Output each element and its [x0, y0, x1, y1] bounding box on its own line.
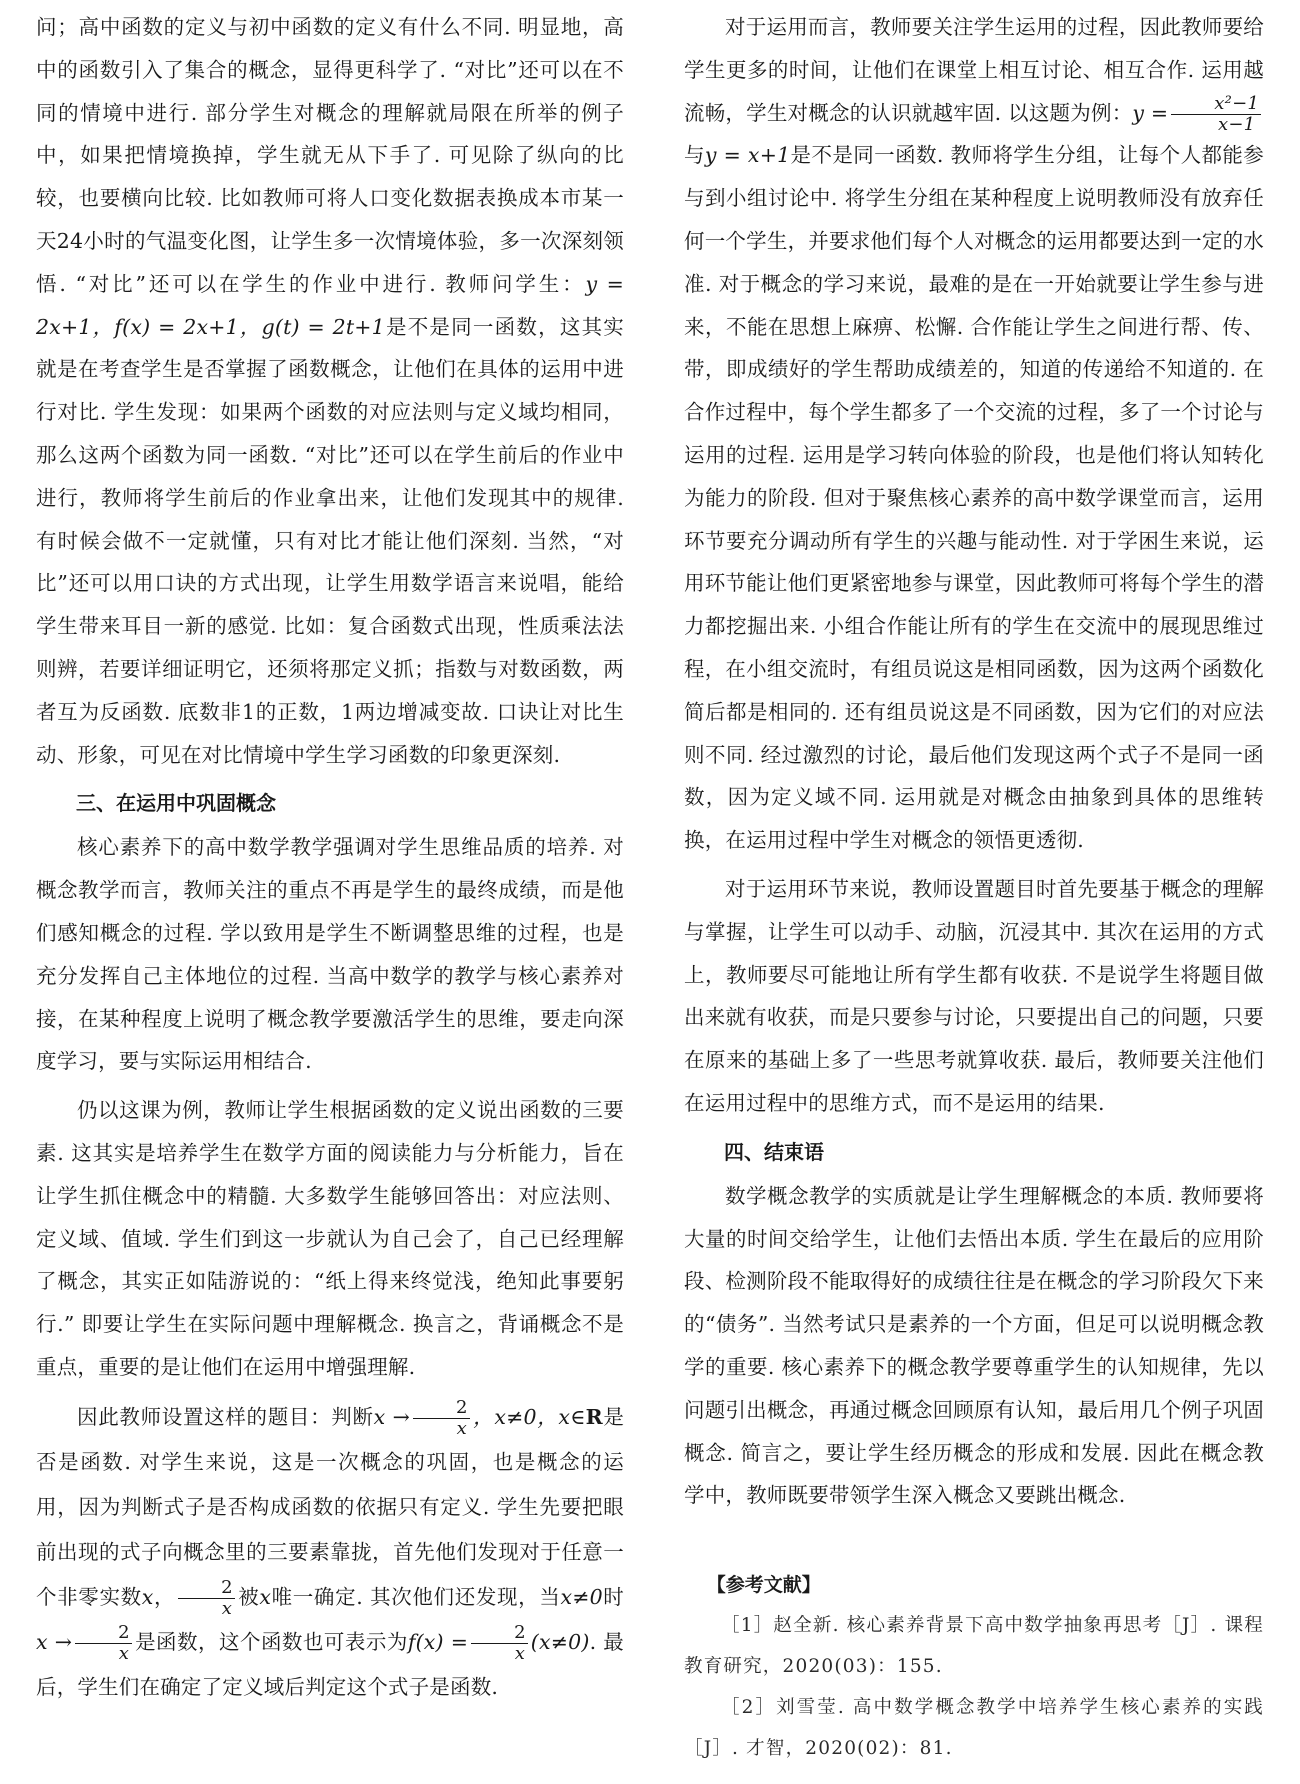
paragraph-text: 唯一确定. 其次他们还发现，当 — [271, 1584, 561, 1609]
paragraph-text: ， — [153, 1584, 176, 1609]
paragraph-text: 对于运用而言，教师要关注学生运用的过程，因此教师要给学生更多的时间，让他们在课堂上相互讨论、相互合作. 运用越流畅，学生对概念的认识就越牢固. 以这题为例： — [684, 15, 1264, 125]
math-expression: ，x≠0，x∈ — [472, 1404, 586, 1429]
math-expression: f(x) = — [407, 1629, 469, 1654]
fraction-numerator: x²−1 — [1171, 94, 1261, 115]
paragraph-text: 时 — [602, 1584, 625, 1609]
paragraph: 对于运用环节来说，教师设置题目时首先要基于概念的理解与掌握，让学生可以动手、动脑，沉浸其中. 其次在运用的方式上，教师要尽可能地让所有学生都有收获. 不是说学生将题目做出来就有收获，而是只要参与讨论，只要提出自己的问题，只要在原来的基础上多了一些思考就算收获. 最后，教师要关注他们在运用过程中的思维方式，而不是运用的结果. — [684, 876, 1264, 1115]
paragraph-text: 是否是函数. 对学生来说，这是一次概念的巩固，也是概念的运用，因为判断式子是否构成函数的依据只有定义. 学生先要把眼前出现的式子向概念里的三要素靠拢，首先他们发现对于任意一个非零实数 — [36, 1404, 625, 1609]
references-heading: 【参考文献】 — [706, 1574, 821, 1597]
fraction — [75, 1623, 132, 1664]
paragraph: 核心素养下的高中数学教学强调对学生思维品质的培养. 对概念教学而言，教师关注的重点不再是学生的最终成绩，而是他们感知概念的过程. 学以致用是学生不断调整思维的过程，也是充分发挥自己主体地位的过程. 当高中数学的教学与核心素养对接，在某种程度上说明了概念教学要激活学生的思维，要走向深度学习，要与实际运用相结合. — [36, 835, 624, 1074]
left-column — [36, 6, 624, 1716]
paragraph-text: 是不是同一函数. 教师将学生分组，让每个人都能参与到小组讨论中. 将学生分组在某种程度上说明教师没有放弃任何一个学生，并要求他们每个人对概念的运用都要达到一定的水准. 对于概念的学习来说，最难的是在一开始就要让学生参与进来，不能在思想上麻痹、松懈. 合作能让学生之间进行帮、传、带，即成绩好的学生帮助成绩差的，知道的传递给不知道的. 在合作过程中，每个学生都多了一个交流的过程，多了一个讨论与运用的过程. 运用是学习转向体验的阶段，也是他们将认知转化为能力的阶段. 但对于聚焦核心素养的高中数学课堂而言，运用环节要充分调动所有学生的兴趣与能动性. 对于学困生来说，运用环节能让他们更紧密地参与课堂，因此教师可将每个学生的潜力都挖掘出来. 小组合作能让所有的学生在交流中的展现思维过程，在小组交流时，有组员说这是相同函数，因为这两个函数化简后都是相同的. 还有组员说这是不同函数，因为它们的对应法则不同. 经过激烈的讨论，最后他们发现这两个式子不是同一函数，因为定义域不同. 运用就是对概念由抽象到具体的思维转换，在运用过程中学生对概念的领悟更透彻. — [684, 143, 1264, 853]
math-expression: x≠0 — [560, 1584, 603, 1609]
section-heading: 三、在运用中巩固概念 — [76, 791, 276, 816]
math-expression: x → — [36, 1629, 73, 1654]
fraction-denominator: x — [118, 1642, 130, 1664]
paragraph-text: 是函数，这个函数也可表示为 — [134, 1629, 408, 1654]
section-heading: 四、结束语 — [724, 1139, 824, 1164]
paragraph — [684, 6, 1264, 862]
fraction-denominator: x — [456, 1417, 468, 1439]
fraction-numerator: 2 — [471, 1623, 528, 1644]
fraction-numerator: 2 — [178, 1578, 235, 1599]
math-expression: y = x+1 — [704, 143, 791, 168]
paragraph-text: 是不是同一函数，这其实就是在考查学生是否掌握了函数概念，让他们在具体的运用中进行对比. 学生发现：如果两个函数的对应法则与定义域均相同，那么这两个函数为同一函数. “对比”还可以在学生前后的作业中进行，教师将学生前后的作业拿出来，让他们发现其中的规律. 有时候会做不一定就懂，只有对比才能让他们深刻. 当然，“对比”还可以用口诀的方式出现，让学生用数学语言来说唱，能给学生带来耳目一新的感觉. 比如：复合函数式出现，性质乘法法则辨，若要详细证明它，还须将那定义抓；指数与对数函数，两者互为反函数. 底数非1的正数，1两边增减变故. 口诀让对比生动、形象，可见在对比情境中学生学习函数的印象更深刻. — [36, 314, 624, 767]
paragraph — [36, 6, 624, 776]
math-expression: y = — [1132, 100, 1169, 125]
math-expression: x → — [373, 1404, 411, 1429]
paragraph: 仍以这课为例，教师让学生根据函数的定义说出函数的三要素. 这其实是培养学生在数学方面的阅读能力与分析能力，旨在让学生抓住概念中的精髓. 大多数学生能够回答出：对应法则、定义域、值域. 学生们到这一步就认为自己会了，自己已经理解了概念，其实正如陆游说的：“纸上得来终觉浅，绝知此事要躬行.” 即要让学生在实际问题中理解概念. 换言之，背诵概念不是重点，重要的是让他们在运用中增强理解. — [36, 1098, 624, 1379]
paragraph-text: . 最后，学生们在确定了定义域后判定这个式子是函数. — [36, 1629, 624, 1699]
reference-item: ［1］赵全新. 核心素养背景下高中数学抽象再思考［J］. 课程教育研究，2020(03)：155. — [684, 1615, 1264, 1678]
fraction-denominator: x — [514, 1642, 526, 1664]
fraction — [1171, 94, 1261, 135]
fraction — [413, 1398, 470, 1439]
math-symbol-reals: R — [585, 1404, 603, 1429]
math-expression: y = 2x+1，f(x) = 2x+1，g(t) = 2t+1 — [36, 271, 624, 339]
fraction — [178, 1578, 235, 1619]
fraction-numerator: 2 — [413, 1398, 470, 1419]
paragraph — [36, 1395, 624, 1710]
fraction-denominator: x−1 — [1218, 113, 1256, 135]
math-expression: (x≠0) — [530, 1629, 590, 1654]
math-expression: x — [259, 1584, 272, 1609]
fraction-numerator: 2 — [75, 1623, 132, 1644]
paragraph-text: 问；高中函数的定义与初中函数的定义有什么不同. 明显地，高中的函数引入了集合的概念，显得更科学了. “对比”还可以在不同的情境中进行. 部分学生对概念的理解就局限在所举的例子中，如果把情境换掉，学生就无从下手了. 可见除了纵向的比较，也要横向比较. 比如教师可将人口变化数据表换成本市某一天24小时的气温变化图，让学生多一次情境体验，多一次深刻领悟. “对比”还可以在学生的作业中进行. 教师问学生： — [36, 15, 624, 296]
fraction — [471, 1623, 528, 1664]
right-column — [684, 6, 1264, 1769]
math-expression: x — [141, 1584, 154, 1609]
paragraph-text: 因此教师设置这样的题目：判断 — [77, 1404, 374, 1429]
paragraph-text: 被 — [237, 1584, 260, 1609]
reference-item: ［2］刘雪莹. 高中数学概念教学中培养学生核心素养的实践［J］. 才智，2020(02)：81. — [684, 1697, 1264, 1760]
fraction-denominator: x — [221, 1597, 233, 1619]
paragraph: 数学概念教学的实质就是让学生理解概念的本质. 教师要将大量的时间交给学生，让他们去悟出本质. 学生在最后的应用阶段、检测阶段不能取得好的成绩往往是在概念的学习阶段欠下来的“债务”. 当然考试只是素养的一个方面，但足可以说明概念教学的重要. 核心素养下的概念教学要尊重学生的认知规律，先以问题引出概念，再通过概念回顾原有认知，最后用几个例子巩固概念. 简言之，要让学生经历概念的形成和发展. 因此在概念教学中，教师既要带领学生深入概念又要跳出概念. — [684, 1183, 1264, 1508]
paragraph-text: 与 — [684, 143, 705, 168]
